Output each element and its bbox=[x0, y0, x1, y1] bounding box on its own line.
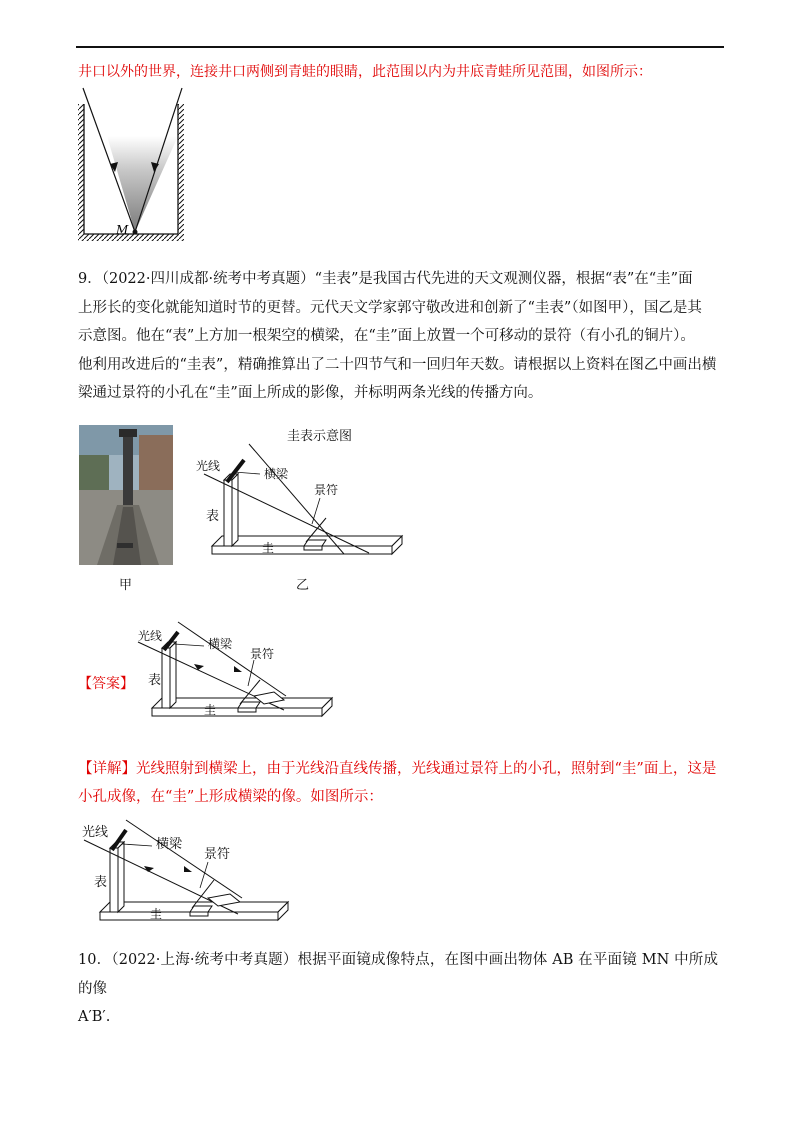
gnomon-label: 景符 bbox=[314, 483, 339, 497]
answer-gnomon-label: 景符 bbox=[250, 647, 275, 661]
explain-gui-label: 圭 bbox=[150, 907, 163, 921]
well-point-label: M bbox=[116, 223, 129, 237]
caption-jia: 甲 bbox=[119, 578, 133, 593]
answer-diagram bbox=[134, 620, 334, 726]
answer-biao-label: 表 bbox=[148, 673, 162, 688]
explanation-diagram bbox=[78, 818, 298, 930]
header-rule bbox=[76, 46, 724, 48]
diagram-title: 圭表示意图 bbox=[287, 429, 353, 444]
explain-beam-label: 横梁 bbox=[156, 837, 183, 852]
gui-label: 圭 bbox=[262, 541, 275, 555]
beam-label: 横梁 bbox=[264, 467, 289, 481]
question-10: 10．（2022·上海·统考中考真题）根据平面镜成像特点，在图中画出物体 AB 在平面镜 MN 中所成的像 A′B′. bbox=[78, 952, 718, 1025]
biao-label: 表 bbox=[206, 509, 220, 524]
answer-tag: 【答案】 bbox=[78, 676, 134, 692]
prev-answer-text: 井口以外的世界，连接井口两侧到青蛙的眼睛，此范围以内为井底青蛙所见范围，如图所示： bbox=[78, 64, 652, 80]
light-label: 光线 bbox=[196, 459, 221, 473]
explain-gnomon-label: 景符 bbox=[204, 847, 231, 862]
explain-tag: 【详解】 bbox=[78, 761, 136, 777]
explain-light-label: 光线 bbox=[82, 825, 109, 840]
question-9: 9．（2022·四川成都·统考中考真题）“圭表”是我国古代先进的天文观测仪器，根据“表”在“圭”面 上形长的变化就能知道时节的更替。元代天文学家郭守敬改进和创新了“圭表”（如图甲），国乙是其 示意图。他在“表”上方加一根架空的横梁，在“圭”面上放置一个可移动的景符（有小孔的铜片）。 他利用改进后的“圭表”，精确推算出了二十四节气和一回归年天数。请根据以上资料在图乙中画出横 梁通过景符的小孔在“圭”面上所成的影像，并标明两条光线的传播方向。 bbox=[78, 271, 717, 401]
answer-light-label: 光线 bbox=[138, 629, 163, 643]
explanation: 【详解】光线照射到横梁上，由于光线沿直线传播，光线通过景符上的小孔，照射到“圭”面上，这是 小孔成像，在“圭”上形成横梁的像。如图所示： bbox=[78, 761, 717, 805]
answer-gui-label: 圭 bbox=[204, 703, 217, 717]
well-diagram bbox=[74, 84, 204, 244]
guibiao-photo bbox=[79, 425, 173, 565]
caption-yi: 乙 bbox=[296, 578, 310, 593]
answer-beam-label: 横梁 bbox=[208, 637, 233, 651]
guibiao-diagram-yi bbox=[194, 428, 404, 568]
explain-biao-label: 表 bbox=[94, 875, 108, 890]
